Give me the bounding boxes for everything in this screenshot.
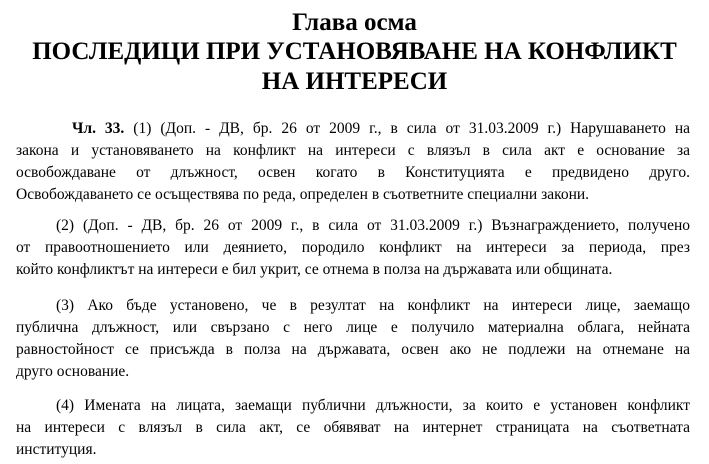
chapter-title [0,37,709,97]
paragraph-line: друго основание. [16,363,130,380]
chapter-title-line-2: НА ИНТЕРЕСИ [261,68,448,95]
paragraph-line: освобождаване от длъжност, освен когато в Конституцията е предвидено друго. [16,164,690,181]
chapter-title-line-1: ПОСЛЕДИЦИ ПРИ УСТАНОВЯВАНЕ НА КОНФЛИКТ [32,38,677,65]
paragraph-art33-3 [16,295,690,383]
paragraph-line: който конфликтът на интереси е бил укрит, се отнема в полза на държавата или общината. [16,261,613,278]
paragraph-line: от правоотношението или деянието, породило конфликт на интереси за периода, през [16,239,690,256]
paragraph-art33-2 [16,215,690,281]
paragraph-line: на интереси с влязъл в сила акт, се обявяват на интернет страницата на съответната [16,419,690,436]
paragraph-art33-4 [16,395,690,461]
chapter-label: Глава осма [292,9,417,36]
paragraph-line [16,118,690,140]
paragraph-line: институция. [16,441,97,458]
paragraph-line: (2) (Доп. - ДВ, бр. 26 от 2009 г., в сила от 31.03.2009 г.) Възнаграждението, получено [56,217,690,234]
paragraph-art33-1 [16,118,690,206]
paragraph-line: закона и установяването на конфликт на интереси с влязъл в сила акт е основание за [16,142,690,159]
paragraph-line: (3) Ако бъде установено, че в резултат на конфликт на интереси лице, заемащо [56,297,690,314]
article-label: Чл. 33. [72,120,125,137]
paragraph-line: (4) Имената на лицата, заемащи публични длъжности, за които е установен конфликт [56,397,690,414]
paragraph-line: равностойност се присъжда в полза на държавата, освен ако не подлежи на отнемане на [16,341,690,358]
paragraph-line: Освобождаването се осъществява по реда, определен в съответните специални закони. [16,186,590,203]
paragraph-text: (1) (Доп. - ДВ, бр. 26 от 2009 г., в сила от 31.03.2009 г.) Нарушаването на [124,120,690,137]
paragraph-line: публична длъжност, или свързано с него лице е получило материална облага, нейната [16,319,690,336]
